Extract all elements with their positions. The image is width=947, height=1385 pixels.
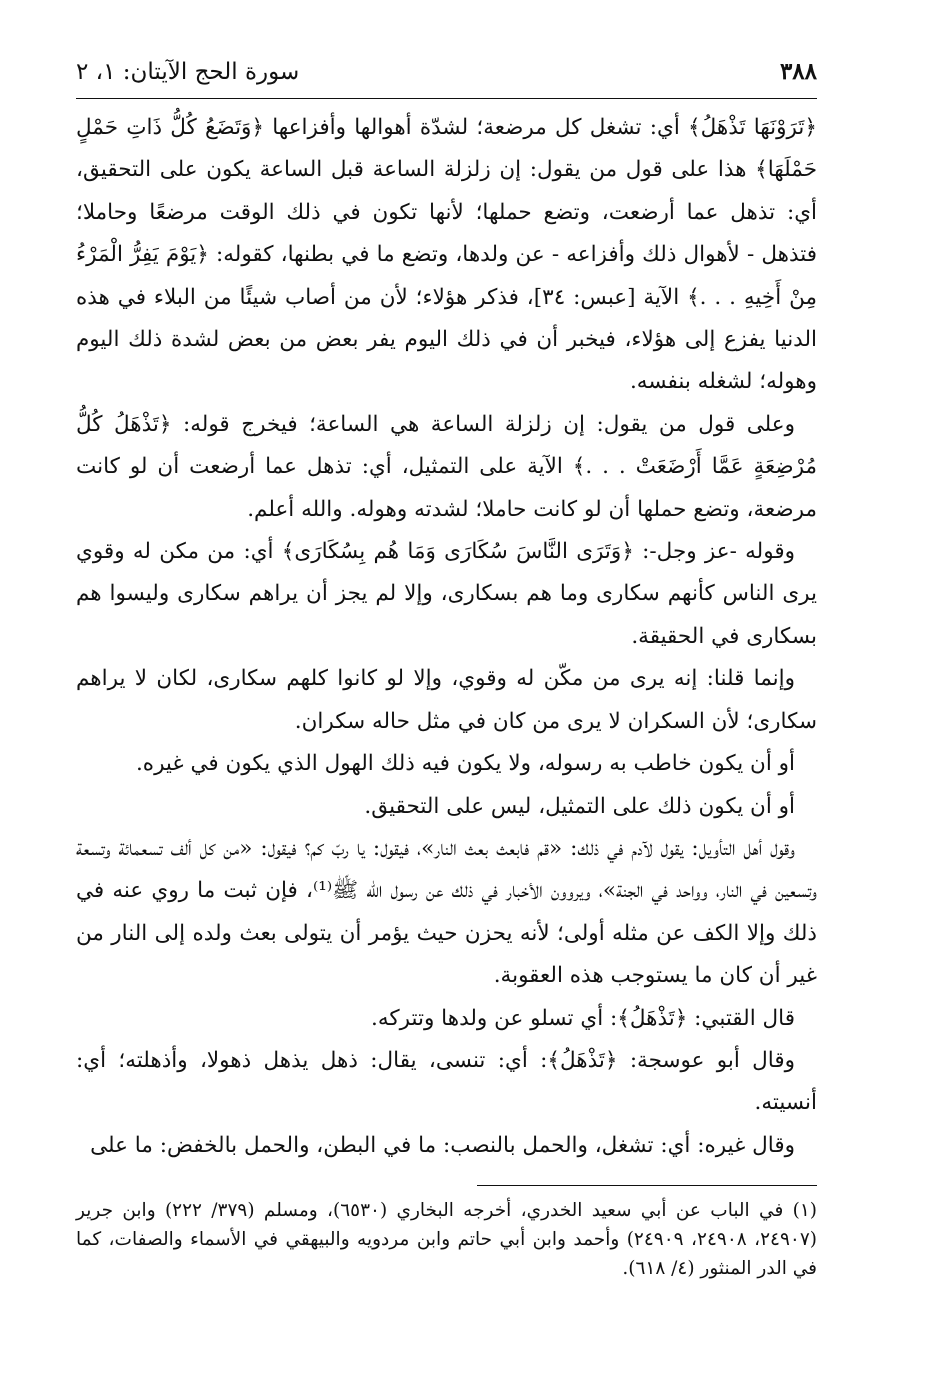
paragraph: أو أن يكون ذلك على التمثيل، ليس على التحقيق. (364, 793, 795, 819)
paragraph: أو أن يكون خاطب به رسوله، ولا يكون فيه ذلك الهول الذي يكون في غيره. (135, 751, 795, 777)
paragraph: وقال غيره: أي: تشغل، والحمل بالنصب: ما في البطن، والحمل بالخفض: ما على (90, 1132, 795, 1158)
footnote-divider (477, 1185, 817, 1186)
running-title: سورة الحج الآيتان: ١، ٢ (76, 59, 300, 85)
paragraph: وإنما قلنا: إنه يرى من مكّن له وقوي، وإلا لو كانوا كلهم سكارى، لكان لا يراهم سكارى؛ لأن السكران لا يرى من كان في مثل حاله سكران. (76, 666, 817, 734)
paragraph: وقال أبو عوسجة: ﴿تَذْهَلُ﴾: أي: تنسى، يقال: ذهل يذهل ذهولا، وأذهلته؛ أي: أنسيته. (76, 1047, 817, 1116)
paragraph: وقوله -عز وجل-: ﴿وَتَرَى النَّاسَ سُكَارَى وَمَا هُم بِسُكَارَى﴾ أي: من مكن له وقوي يرى الناس كأنهم سكارى وما هم بسكارى، وإلا لم يجز أن يراهم سكارى وليسوا هم بسكارى في الحقيقة. (76, 539, 817, 649)
paragraph: وقول أهل التأويل: يقول لآدم في ذلك: «قم فابعث بعث النار»، فيقول: يا ربّ كم؟ فيقول: «من كل ألف تسعمائة وتسعة وتسعين في النار، وواحد في الجنة»، ويروون الأخبار في ذلك عن رسول الله ﷺ⁽¹⁾، فإن ثبت ما روي عنه في ذلك وإلا الكف عن مثله أولى؛ لأنه يحزن حيث يؤمر أن يتولى بعث ولده إلى النار من غير أن كان ما يستوجب هذه العقوبة. (76, 835, 817, 989)
paragraph: ﴿تَرَوْنَهَا تَذْهَلُ﴾ أي: تشغل كل مرضعة؛ لشدّة أهوالها وأفزاعها ﴿وَتَضَعُ كُلُّ ذَاتِ حَمْلٍ حَمْلَهَا﴾ هذا على قول من يقول: إن زلزلة الساعة قبل الساعة يكون على التحقيق، أي: تذهل عما أرضعت، وتضع حملها؛ لأنها تكون في ذلك الوقت مرضعًا وحاملا؛ فتذهل - لأهوال ذلك وأفزاعه - عن ولدها، وتضع ما في بطنها، كقوله: ﴿يَوْمَ يَفِرُّ الْمَرْءُ مِنْ أَخِيهِ . . .﴾ الآية [عبس: ٣٤]، فذكر هؤلاء؛ لأن من أصاب شيئًا من البلاء في هذه الدنيا يفزع إلى هؤلاء، فيخبر أن في ذلك اليوم يفر بعض من بعض لشدة ذلك اليوم وهوله؛ لشغله بنفسه. (76, 115, 817, 395)
body-text (76, 107, 817, 1167)
footnote: (١) في الباب عن أبي سعيد الخدري، أخرجه البخاري (٦٥٣٠)، ومسلم (٣٧٩/ ٢٢٢) وابن جرير (٢٤٩٠٧، ٢٤٩٠٨، ٢٤٩٠٩) وأحمد وابن أبي حاتم وابن مردويه والبيهقي في الأسماء والصفات، كما في الدر المنثور (٤/ ٦١٨). (76, 1200, 818, 1280)
page-number: ٣٨٨ (779, 58, 817, 85)
page-header (76, 58, 817, 99)
paragraph: وعلى قول من يقول: إن زلزلة الساعة هي الساعة؛ فيخرج قوله: ﴿تَذْهَلُ كُلُّ مُرْضِعَةٍ عَمَّا أَرْضَعَتْ . . .﴾ الآية على التمثيل، أي: تذهل عما أرضعت أن لو كانت مرضعة، وتضع حملها أن لو كانت حاملا؛ لشدته وهوله. والله أعلم. (76, 411, 817, 522)
paragraph: قال القتبي: ﴿تَذْهَلُ﴾: أي تسلو عن ولدها وتتركه. (371, 1005, 795, 1031)
